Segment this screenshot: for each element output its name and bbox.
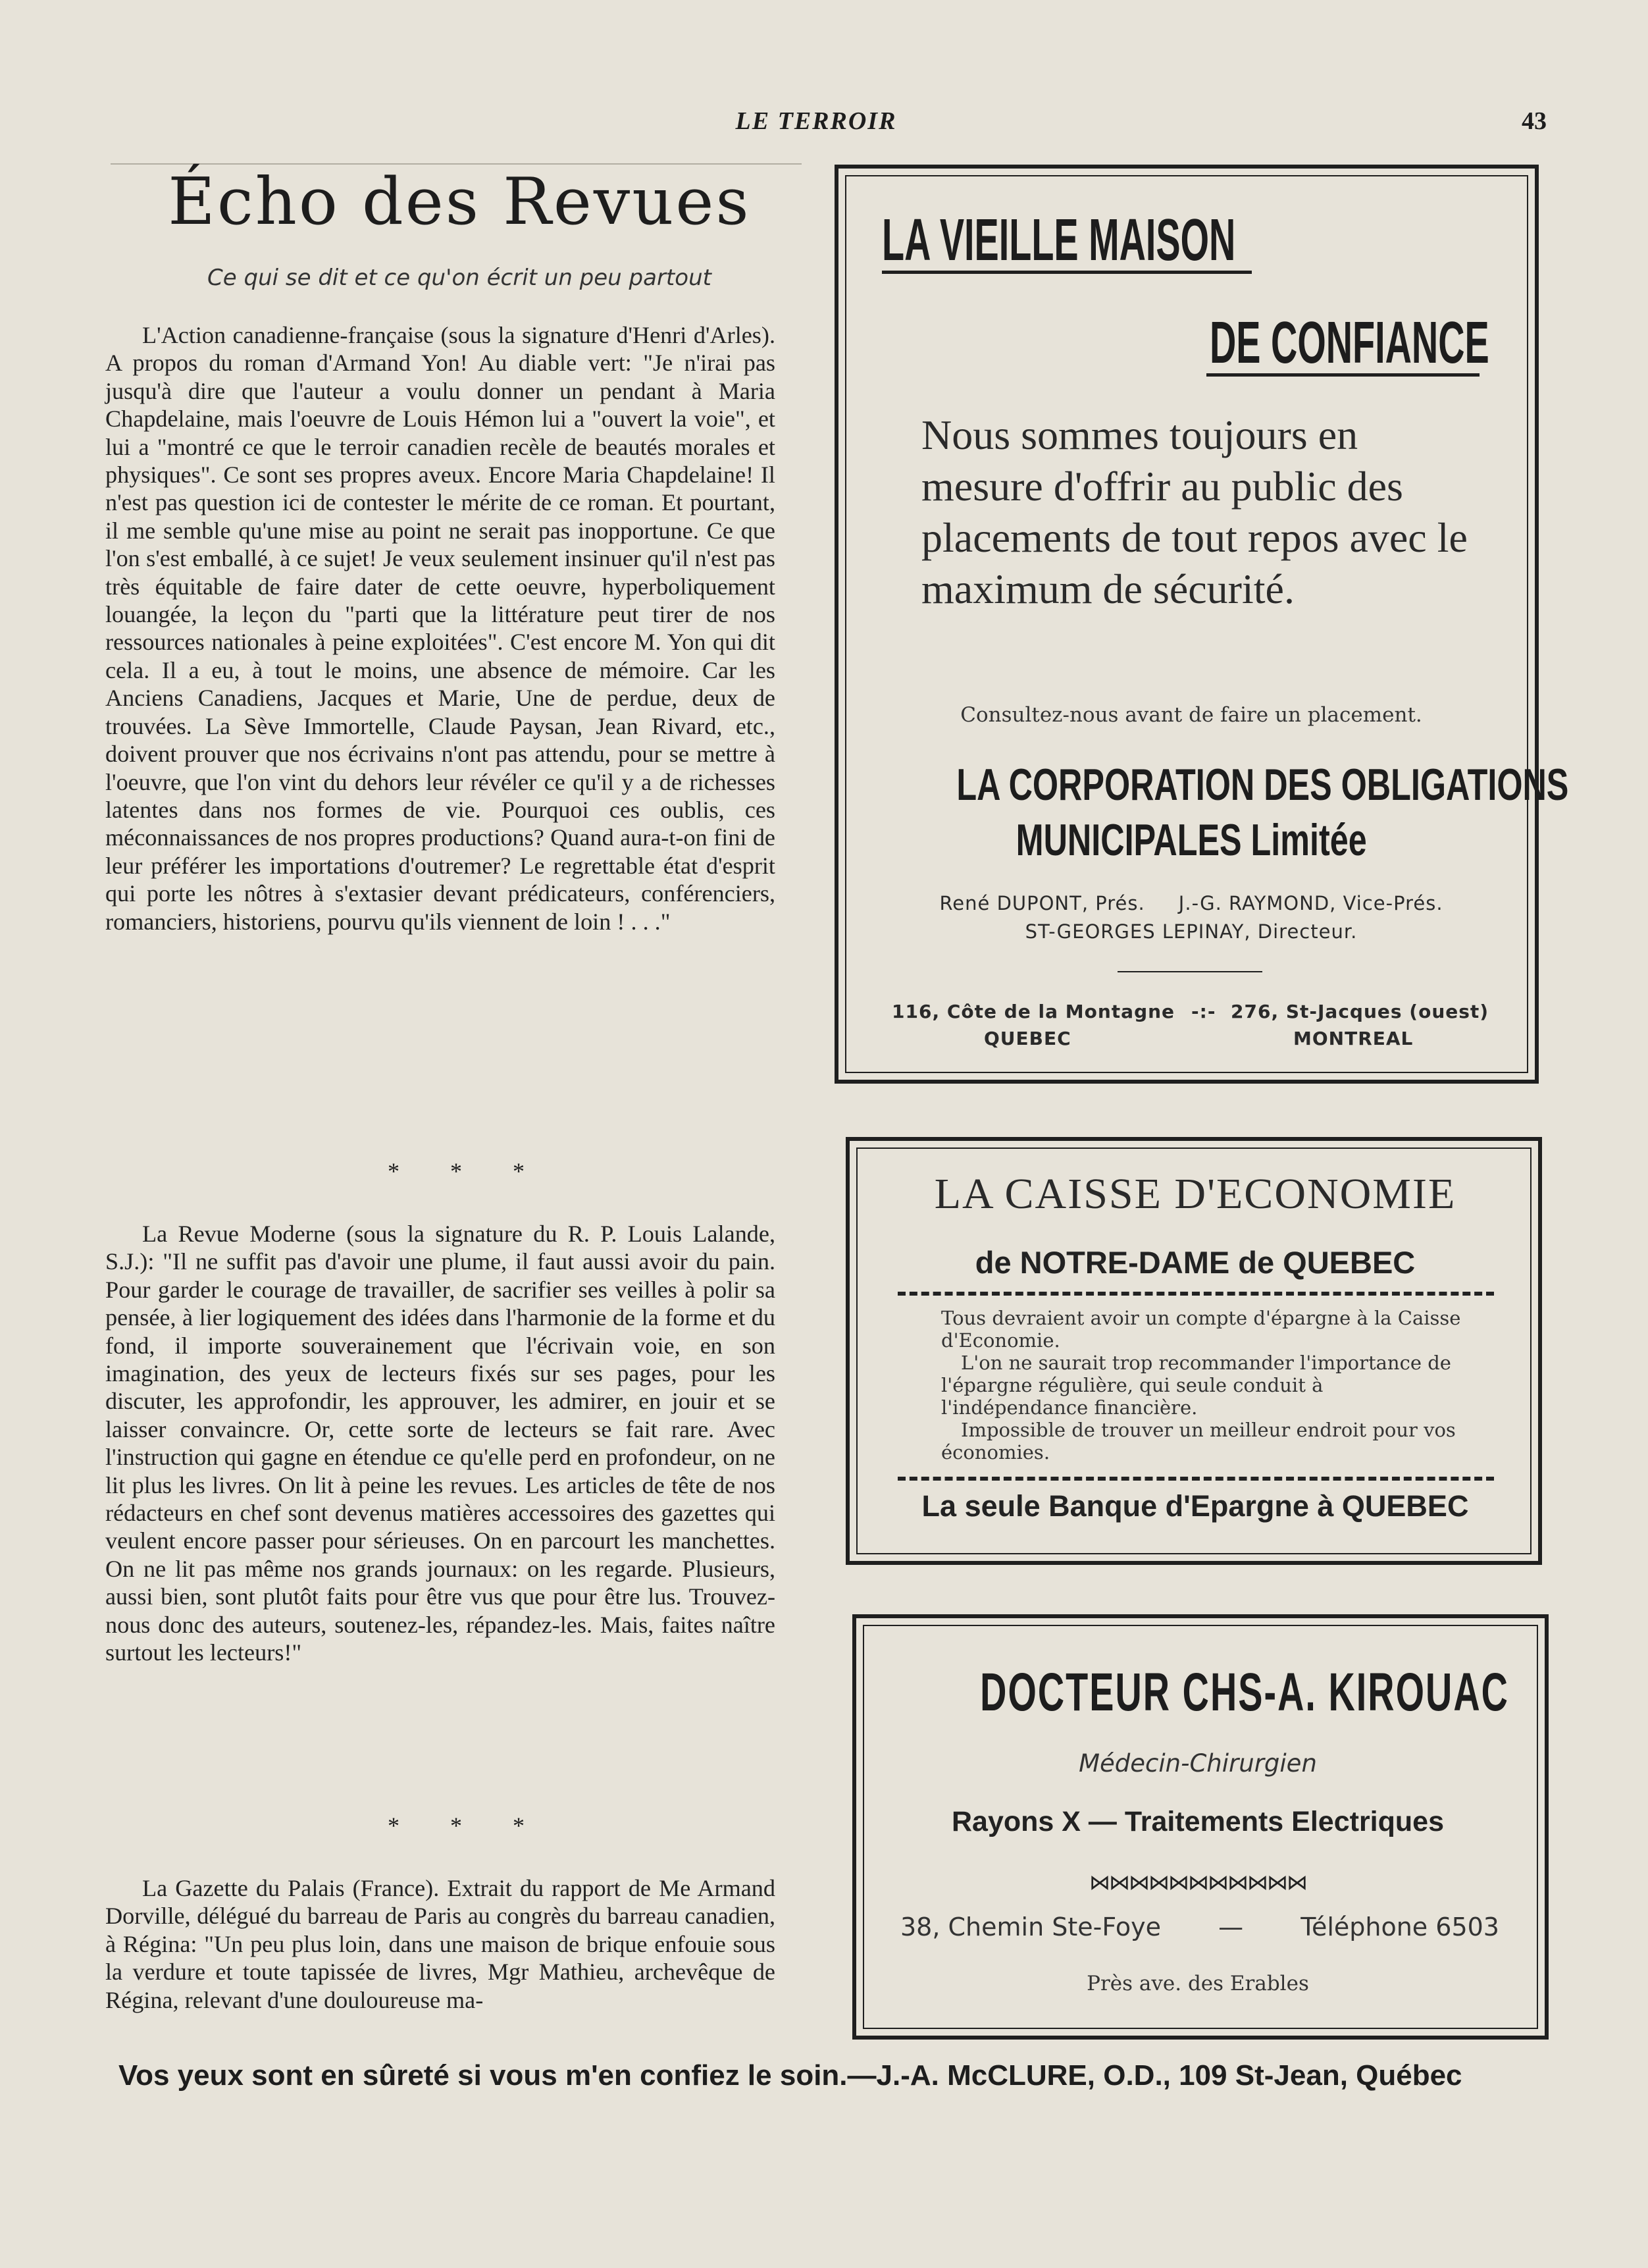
dashed-rule (898, 1292, 1494, 1296)
doctor-location-note: Près ave. des Erables (1087, 1972, 1309, 1995)
corporation-name (849, 759, 1569, 810)
doctor-services: Rayons X — Traitements Electriques (952, 1806, 1444, 1837)
caisse-body-3 (941, 1419, 1468, 1464)
address-montreal: 276, St-Jacques (ouest) (1231, 1001, 1489, 1022)
officers-line-2: ST-GEORGES LEPINAY, Directeur. (1025, 920, 1358, 943)
doctor-role: Médecin-Chirurgien (1079, 1749, 1317, 1778)
contact-dash: — (1218, 1912, 1244, 1941)
caisse-footer: La seule Banque d'Epargne à QUEBEC (921, 1489, 1469, 1523)
doctor-contact (900, 1912, 1499, 1941)
caisse-body-3-text: Impossible de trouver un meilleur endroit pour vos économies. (941, 1419, 1456, 1464)
paragraph-text: La Revue Moderne (sous la signature du R. P. Louis Lalande, S.J.): "Il ne suffit pas d'avoir une plume, il faut aussi avoir du pain. Pour garder le courage de travailler, de sacrifier ses veilles à polir sa pensée, à lier logiquement des idées dans l'harmonie de la forme et du fond, il importe souverainement que l'écrivain voie, en son imagination, des yeux de lecteurs fixés sur ses pages, pour les discuter, les approfondir, les approuver, les admirer, en jouir et se laisser convaincre. Or, cette sorte de lecteurs se fait rare. Avec l'instruction qui gagne en étendue ce qu'elle perd en profondeur, on ne lit plus les livres. On lit à peine les revues. Les articles de tête de nos rédacteurs en chef sont devenus matières accessoires des gazettes qui veulent encore passer pour sérieuses. On en parcourt les manchettes. On ne lit pas même nos grands journaux: on les regarde. Plusieurs, aussi bien, sont plutôt faits pour être vus que pour être lus. Trouvez-nous donc des auteurs, soutenez-les, répandez-les. Mais, faites naître surtout les lecteurs!" (105, 1221, 775, 1666)
footer-advertisement: Vos yeux sont en sûreté si vous m'en confiez le soin.—J.-A. McCLURE, O.D., 109 St-Jean, Québec (118, 2059, 1462, 2092)
address-quebec: 116, Côte de la Montagne (892, 1001, 1175, 1022)
divider (1118, 971, 1262, 972)
officers-line-1: René DUPONT, Prés. J.-G. RAYMOND, Vice-Prés. (939, 892, 1443, 914)
caisse-body-2 (941, 1352, 1468, 1419)
address-separator: -:- (1191, 1001, 1216, 1022)
running-head: LE TERROIR (735, 107, 897, 135)
corporation-line-2: MUNICIPALES Limitée (1016, 815, 1367, 865)
caisse-body (941, 1307, 1468, 1464)
paragraph-revue-moderne (105, 1220, 775, 1667)
dashed-rule (898, 1477, 1494, 1481)
ad-body: Nous sommes toujours en mesure d'offrir au public des placements de tout repos avec le maximum de sécurité. (921, 411, 1468, 612)
column-title: Écho des Revues (168, 165, 751, 240)
ad-headline-2: DE CONFIANCE (1210, 310, 1489, 376)
paragraph-text: L'Action canadienne-française (sous la signature d'Henri d'Arles). A propos du roman d'Armand Yon! Au diable vert: "Je n'irai pas jusqu'à dire que l'auteur a voulu donner un pendant à Maria Chapdelaine, mais l'oeuvre de Louis Hémon lui a "ouvert la voie", et lui a "montré ce que le terroir canadien recèle de beautés morales et physiques". Ce sont ses propres aveux. Encore Maria Chapdelaine! Il n'est pas question ici de contester le mérite de ce roman. Et pourtant, il me semble qu'une mise au point ne serait pas inopportune. Ce que l'on s'est emballé, à ce sujet! Je veux seulement insinuer qu'il n'est pas très équitable de faire dater de cette oeuvre, hyperboliquement louangée, la leçon du "parti que la littérature peut tirer de nos ressources nationales à peine exploitées". C'est encore M. Yon qui dit cela. Il a eu, à tout le moins, une absence de mémoire. Car les Anciens Canadiens, Jacques et Marie, Une de perdue, deux de trouvées. La Sève Immortelle, Claude Paysan, Jean Rivard, etc., doivent prouver que nos écrivains n'ont pas attendu, pour se mettre à l'oeuvre, que l'on vint du dehors leur révéler ce qu'il y a de richesses latentes dans nos formes de vie. Pourquoi ces oublis, ces méconnaissances de nos propres productions? Quand aura-t-on fini de leur préférer les importations d'outremer? Le regrettable état d'esprit qui porte les nôtres à s'extasier devant prédicateurs, conférenciers, romanciers, historiens, pourvu qu'ils viennent de loin ! . . ." (105, 322, 775, 935)
paragraph-gazette-palais (105, 1874, 775, 2014)
ornament-icon: ⋈⋈⋈⋈⋈⋈⋈⋈⋈⋈⋈ (1089, 1870, 1306, 1894)
corporation-name (849, 814, 1533, 866)
doctor-name (856, 1662, 1540, 1724)
headline-underline (882, 271, 1252, 274)
caisse-title: LA CAISSE D'ECONOMIE (934, 1170, 1456, 1218)
caisse-body-1: Tous devraient avoir un compte d'épargne à la Caisse d'Economie. (941, 1307, 1461, 1352)
doctor-name-text: DOCTEUR CHS-A. KIROUAC (980, 1662, 1509, 1722)
city-montreal: MONTREAL (1293, 1028, 1414, 1049)
ad-vieille-maison (835, 165, 1539, 1084)
doctor-phone: Téléphone 6503 (1300, 1912, 1499, 1941)
column-subtitle: Ce qui se dit et ce qu'on écrit un peu partout (207, 265, 711, 291)
ad-consult-line: Consultez-nous avant de faire un placement. (960, 703, 1422, 727)
caisse-body-2-text: L'on ne saurait trop recommander l'importance de l'épargne régulière, qui seule conduit à l'indépendance financière. (941, 1352, 1451, 1419)
city-quebec: QUEBEC (984, 1028, 1071, 1049)
ad-headline-1: LA VIEILLE MAISON (882, 207, 1236, 273)
caisse-subtitle: de NOTRE-DAME de QUEBEC (975, 1245, 1416, 1280)
corporation-line-1: LA CORPORATION DES OBLIGATIONS (956, 760, 1569, 810)
section-separator: * * * (388, 1158, 547, 1184)
paragraph-action-canadienne (105, 321, 775, 936)
doctor-address: 38, Chemin Ste-Foye (900, 1912, 1161, 1941)
paragraph-text: La Gazette du Palais (France). Extrait du rapport de Me Armand Dorville, délégué du barreau de Paris au congrès du barreau canadien, à Régina: "Un peu plus loin, dans une maison de brique enfouie sous la verdure et toute tapissée de livres, Mgr Mathieu, archevêque de Régina, relevant d'une douloureuse ma- (105, 1875, 775, 2013)
section-separator: * * * (388, 1812, 547, 1839)
page-number: 43 (1522, 107, 1547, 135)
headline-underline (1206, 373, 1480, 377)
